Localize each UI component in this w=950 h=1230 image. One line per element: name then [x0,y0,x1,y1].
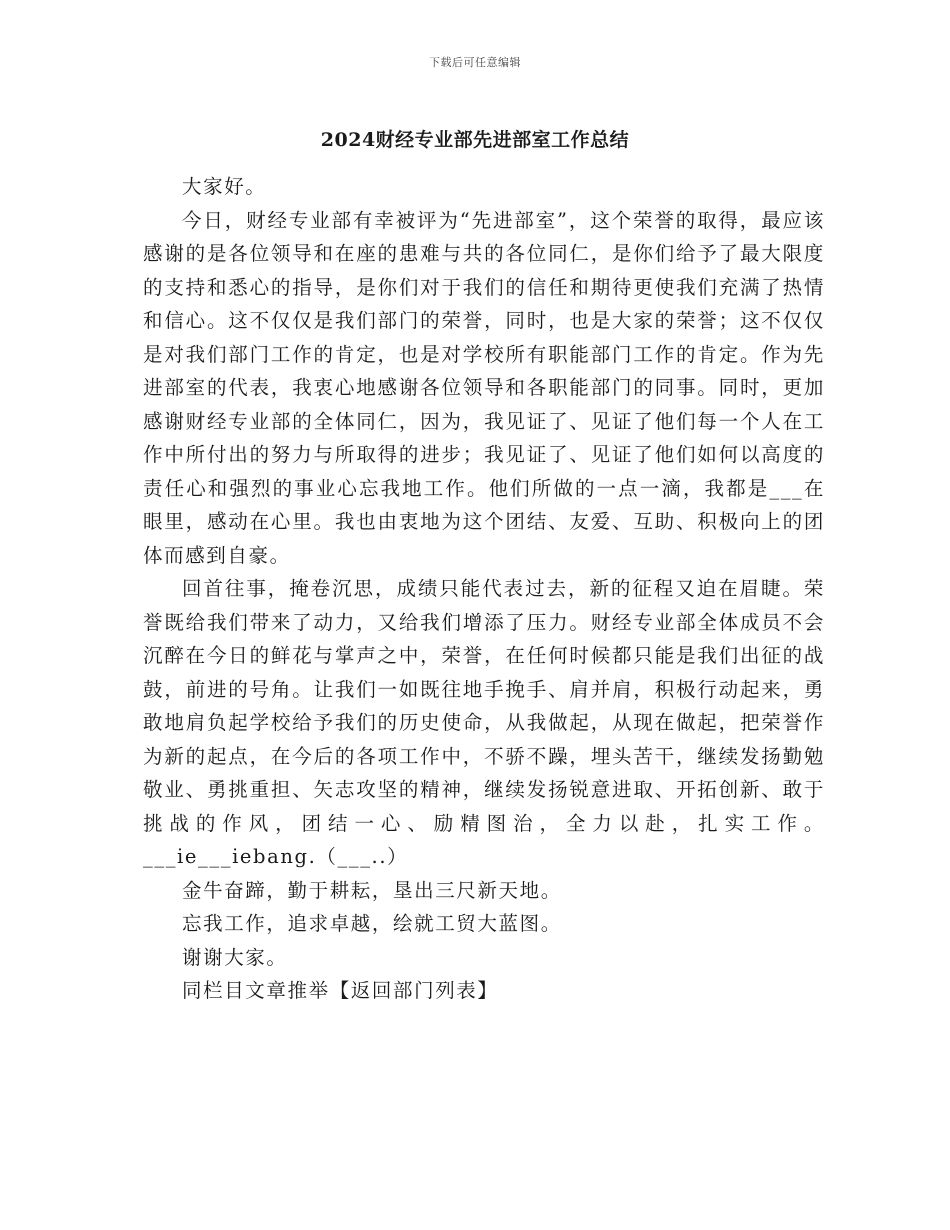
slogan-line: 忘我工作，追求卓越，绘就工贸大蓝图。 [182,912,562,935]
body-paragraph: 今日，财经专业部有幸被评为“先进部室”，这个荣誉的取得，最应该感谢的是各位领导和在座的患难与共的各位同仁，是你们给予了最大限度的支持和悉心的指导，是你们对于我们的信任和期待更使我们充满了热情和信心。这不仅仅是我们部门的荣誉，同时，也是大家的荣誉；这不仅仅是对我们部门工作的肯定，也是对学校所有职能部门工作的肯定。作为先进部室的代表，我衷心地感谢各位领导和各职能部门的同事。同时，更加感谢财经专业部的全体同仁，因为，我见证了、见证了他们每一个人在工作中所付出的努力与所取得的进步；我见证了、见证了他们如何以高度的责任心和强烈的事业心忘我地工作。他们所做的一点一滴，我都是___在眼里，感动在心里。我也由衷地为这个团结、友爱、互助、积极向上的团体而感到自豪。 [143,208,825,567]
document-body [143,170,825,1008]
greeting-paragraph: 大家好。 [182,175,267,198]
body-paragraph: 回首往事，掩卷沉思，成绩只能代表过去，新的征程又迫在眉睫。荣誉既给我们带来了动力，又给我们增添了压力。财经专业部全体成员不会沉醉在今日的鲜花与掌声之中，荣誉，在任何时候都只能是我们出征的战鼓，前进的号角。让我们一如既往地手挽手、肩并肩，积极行动起来，勇敢地肩负起学校给予我们的历史使命，从我做起，从现在做起，把荣誉作为新的起点，在今后的各项工作中，不骄不躁，埋头苦干，继续发扬勤勉敬业、勇挑重担、矢志攻坚的精神，继续发扬锐意进取、开拓创新、敢于挑战的作风，团结一心、励精图治，全力以赴，扎实工作。___ie___iebang.（___..） [143,577,825,868]
related-articles-link[interactable]: 同栏目文章推举【返回部门列表】 [182,979,499,1002]
slogan-line: 金牛奋蹄，勤于耕耘，垦出三尺新天地。 [182,878,562,902]
page-header: 下载后可任意编辑 [429,56,521,69]
closing-line: 谢谢大家。 [182,945,288,969]
document-title: 2024财经专业部先进部室工作总结 [320,129,630,151]
